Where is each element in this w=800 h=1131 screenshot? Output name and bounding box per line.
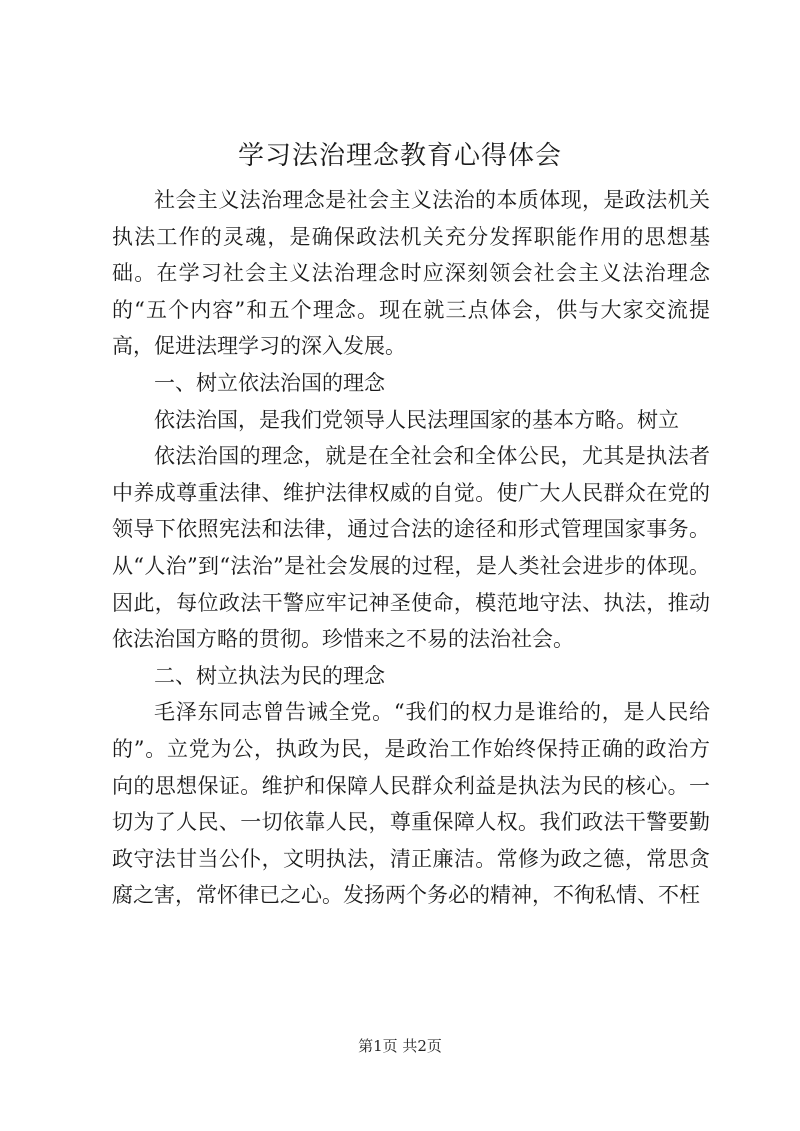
paragraph-intro: 社会主义法治理念是社会主义法治的本质体现，是政法机关执法工作的灵魂，是确保政法机关充分发挥职能作用的思想基础。在学习社会主义法治理念时应深刻领会社会主义法治理念的“五个内容”和五个理念。现在就三点体会，供与大家交流提高，促进法理学习的深入发展。: [112, 188, 710, 359]
section-heading-serve-people: 二、树立执法为民的理念: [154, 663, 385, 688]
document-body: [112, 182, 710, 914]
document-title: 学习法治理念教育心得体会: [237, 141, 562, 171]
paragraph-serve-people: 毛泽东同志曾告诫全党。“我们的权力是谁给的，是人民给的”。立党为公，执政为民，是政治工作始终保持正确的政治方向的思想保证。维护和保障人民群众利益是执法为民的核心。一切为了人民、一切依靠人民，尊重保障人权。我们政法干警要勤政守法甘当公仆，文明执法，清正廉洁。常修为政之德，常思贪腐之害，常怀律已之心。发扬两个务必的精神，不徇私情、不枉: [112, 700, 710, 908]
page-footer: 第1页 共2页: [358, 1037, 442, 1055]
paragraph-rule-of-law-body: 依法治国的理念，就是在全社会和全体公民，尤其是执法者中养成尊重法律、维护法律权威的自觉。使广大人民群众在党的领导下依照宪法和法律，通过合法的途径和形式管理国家事务。从“人治”到“法治”是社会发展的过程，是人类社会进步的体现。因此，每位政法干警应牢记神圣使命，模范地守法、执法，推动依法治国方略的贯彻。珍惜来之不易的法治社会。: [112, 444, 710, 652]
section-heading-rule-of-law: 一、树立依法治国的理念: [154, 370, 385, 395]
paragraph-rule-of-law-lead: 依法治国，是我们党领导人民法理国家的基本方略。树立: [154, 407, 679, 432]
